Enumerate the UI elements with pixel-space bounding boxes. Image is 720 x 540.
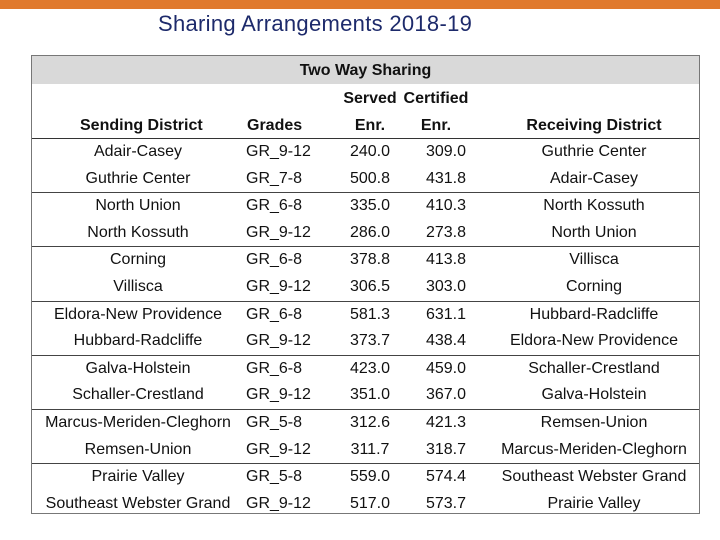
- certified-enrollment-cell: 410.3: [425, 197, 467, 215]
- receiving-district-cell: Remsen-Union: [540, 413, 648, 431]
- sending-district-cell: Schaller-Crestland: [72, 386, 204, 404]
- served-enrollment-cell: 335.0: [349, 197, 391, 215]
- sending-district-cell: Marcus-Meriden-Cleghorn: [45, 413, 231, 431]
- served-enrollment-cell: 378.8: [349, 251, 391, 269]
- sending-district-cell: Eldora-New Providence: [53, 305, 223, 323]
- grades-cell: GR_5-8: [246, 468, 303, 486]
- grades-cell: GR_6-8: [246, 197, 303, 215]
- certified-enrollment-cell: 273.8: [425, 223, 467, 241]
- grades-cell: GR_6-8: [246, 305, 303, 323]
- certified-enrollment-cell: 413.8: [425, 251, 467, 269]
- sharing-pair-group: [32, 247, 699, 301]
- table-row: [32, 491, 699, 518]
- receiving-district-cell: North Kossuth: [543, 197, 645, 215]
- grades-cell: GR_6-8: [246, 359, 303, 377]
- sharing-pair-group: [32, 464, 699, 517]
- sending-district-cell: Remsen-Union: [84, 440, 192, 458]
- grades-cell: GR_9-12: [246, 386, 311, 404]
- header-sending-district: Sending District: [80, 117, 203, 134]
- certified-enrollment-cell: 303.0: [425, 277, 467, 295]
- grades-cell: GR_5-8: [246, 413, 303, 431]
- table-row: [32, 410, 699, 437]
- grades-cell: GR_9-12: [246, 143, 311, 160]
- certified-enrollment-cell: 318.7: [425, 440, 467, 458]
- certified-enrollment-cell: 421.3: [425, 413, 467, 431]
- sharing-pair-group: [32, 193, 699, 247]
- sending-district-cell: Guthrie Center: [85, 169, 191, 187]
- table-row: [32, 356, 699, 383]
- receiving-district-cell: North Union: [551, 223, 637, 241]
- served-enrollment-cell: 311.7: [350, 440, 390, 458]
- sending-district-cell: Adair-Casey: [93, 143, 183, 160]
- header-certified-line2: Enr.: [420, 117, 452, 134]
- table-row: [32, 220, 699, 247]
- served-enrollment-cell: 351.0: [349, 386, 391, 404]
- certified-enrollment-cell: 459.0: [425, 359, 467, 377]
- table-row: [32, 247, 699, 274]
- certified-enrollment-cell: 431.8: [425, 169, 467, 187]
- receiving-district-cell: Guthrie Center: [541, 143, 647, 160]
- table-row: [32, 464, 699, 491]
- accent-bar: [0, 0, 720, 9]
- sharing-pair-group: [32, 139, 699, 193]
- served-enrollment-cell: 373.7: [349, 332, 391, 350]
- sharing-pair-group: [32, 302, 699, 356]
- served-enrollment-cell: 423.0: [349, 359, 391, 377]
- sending-district-cell: North Kossuth: [87, 223, 189, 241]
- sending-district-cell: North Union: [95, 197, 181, 215]
- grades-cell: GR_9-12: [246, 440, 311, 458]
- table-row: [32, 193, 699, 220]
- receiving-district-cell: Galva-Holstein: [541, 386, 647, 404]
- certified-enrollment-cell: 438.4: [425, 332, 467, 350]
- served-enrollment-cell: 500.8: [349, 169, 391, 187]
- receiving-district-cell: Schaller-Crestland: [528, 359, 660, 377]
- grades-cell: GR_9-12: [246, 277, 311, 295]
- served-enrollment-cell: 306.5: [349, 277, 391, 295]
- sending-district-cell: Villisca: [113, 277, 163, 295]
- header-served-line2: Enr.: [354, 117, 386, 134]
- certified-enrollment-cell: 574.4: [425, 468, 467, 486]
- table-row: [32, 274, 699, 301]
- certified-enrollment-cell: 309.0: [425, 143, 467, 160]
- receiving-district-cell: Corning: [565, 277, 623, 295]
- served-enrollment-cell: 312.6: [349, 413, 391, 431]
- table-row: [32, 382, 699, 409]
- grades-cell: GR_7-8: [246, 169, 303, 187]
- table-row: [32, 302, 699, 329]
- served-enrollment-cell: 581.3: [349, 305, 391, 323]
- sending-district-cell: Galva-Holstein: [85, 359, 191, 377]
- sharing-pair-group: [32, 356, 699, 410]
- header-receiving-district: Receiving District: [526, 117, 662, 134]
- table-body: [32, 139, 699, 517]
- slide-title: Sharing Arrangements 2018-19: [158, 11, 473, 36]
- receiving-district-cell: Adair-Casey: [549, 169, 639, 187]
- certified-enrollment-cell: 367.0: [425, 386, 467, 404]
- header-certified-line1: Certified: [403, 90, 469, 107]
- grades-cell: GR_9-12: [246, 494, 311, 512]
- receiving-district-cell: Marcus-Meriden-Cleghorn: [501, 440, 687, 458]
- table-row: [32, 139, 699, 166]
- served-enrollment-cell: 517.0: [349, 494, 391, 512]
- grades-cell: GR_6-8: [246, 251, 303, 269]
- table-row: [32, 437, 699, 464]
- certified-enrollment-cell: 631.1: [425, 305, 467, 323]
- certified-enrollment-cell: 573.7: [425, 494, 467, 512]
- served-enrollment-cell: 286.0: [349, 223, 391, 241]
- sending-district-cell: Corning: [109, 251, 167, 269]
- grades-cell: GR_9-12: [246, 332, 311, 350]
- header-served-line1: Served: [343, 90, 397, 107]
- sharing-pair-group: [32, 410, 699, 464]
- sending-district-cell: Southeast Webster Grand: [45, 494, 231, 512]
- grades-cell: GR_9-12: [246, 223, 311, 241]
- served-enrollment-cell: 240.0: [349, 143, 391, 160]
- served-enrollment-cell: 559.0: [349, 468, 391, 486]
- receiving-district-cell: Villisca: [569, 251, 619, 269]
- sending-district-cell: Prairie Valley: [91, 468, 185, 486]
- receiving-district-cell: Southeast Webster Grand: [501, 468, 687, 486]
- receiving-district-cell: Hubbard-Radcliffe: [529, 305, 659, 323]
- sharing-table: [31, 55, 700, 514]
- table-banner: Two Way Sharing: [299, 62, 432, 79]
- sending-district-cell: Hubbard-Radcliffe: [73, 332, 203, 350]
- receiving-district-cell: Eldora-New Providence: [509, 332, 679, 350]
- header-grades: Grades: [247, 117, 303, 134]
- table-row: [32, 166, 699, 193]
- receiving-district-cell: Prairie Valley: [547, 494, 641, 512]
- table-row: [32, 328, 699, 355]
